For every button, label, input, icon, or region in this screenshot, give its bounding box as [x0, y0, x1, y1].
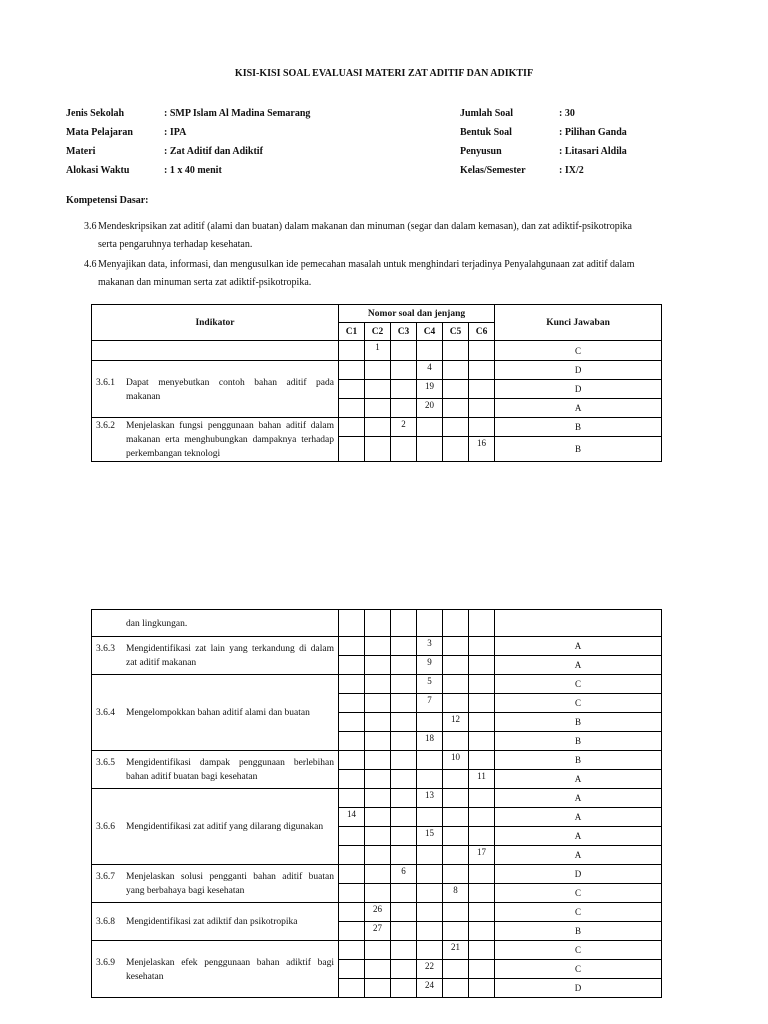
indicator-cell — [92, 341, 339, 361]
meta-value: : Pilihan Ganda — [559, 127, 627, 138]
meta-label: Mata Pelajaran — [66, 127, 133, 138]
level-cell-c3 — [391, 380, 417, 399]
level-cell-c4: 5 — [417, 675, 443, 694]
level-cell-c2 — [365, 675, 391, 694]
level-cell-c6: 17 — [469, 846, 495, 865]
level-cell-c2 — [365, 827, 391, 846]
kd-text-line: serta pengaruhnya terhadap kesehatan. — [98, 239, 253, 250]
level-cell-c5 — [443, 675, 469, 694]
level-cell-c4: 7 — [417, 694, 443, 713]
indicator-cell — [92, 903, 339, 941]
level-cell-c2: 27 — [365, 922, 391, 941]
indicator-code: 3.6.7 — [96, 872, 115, 882]
level-cell-c5: 8 — [443, 884, 469, 903]
indicator-text: Mengidentifikasi zat aditif yang dilarang digunakan — [126, 822, 324, 832]
level-cell-c1 — [339, 751, 365, 770]
level-cell-c6 — [469, 922, 495, 941]
level-cell-c1 — [339, 656, 365, 675]
indicator-code: 3.6.9 — [96, 957, 115, 968]
level-cell-c4: 24 — [417, 979, 443, 998]
meta-label: Jumlah Soal — [460, 108, 514, 119]
level-cell-c5: 21 — [443, 941, 469, 960]
level-cell-c6 — [469, 941, 495, 960]
header-nomor-soal: Nomor soal dan jenjang — [339, 305, 495, 323]
level-cell-c2 — [365, 941, 391, 960]
answer-key-cell: C — [495, 675, 662, 694]
header-level-c1: C1 — [339, 323, 365, 341]
answer-key-cell: D — [495, 380, 662, 399]
level-cell-c3 — [391, 922, 417, 941]
level-cell-c5 — [443, 789, 469, 808]
indicator-code: 3.6.2 — [96, 421, 115, 431]
level-cell-c4 — [417, 922, 443, 941]
indicator-content — [96, 706, 334, 720]
level-cell-c2 — [365, 884, 391, 903]
level-cell-c5 — [443, 903, 469, 922]
level-cell-c5 — [443, 770, 469, 789]
level-cell-c5 — [443, 637, 469, 656]
level-cell-c4 — [417, 808, 443, 827]
answer-key-cell: C — [495, 903, 662, 922]
table-row — [92, 789, 662, 808]
level-cell-c2 — [365, 713, 391, 732]
answer-key-cell: A — [495, 808, 662, 827]
header-kunci-jawaban: Kunci Jawaban — [495, 305, 662, 341]
answer-key-cell: D — [495, 979, 662, 998]
level-cell-c2 — [365, 846, 391, 865]
meta-value: : 1 x 40 menit — [164, 165, 222, 176]
indicator-text: dan lingkungan. — [126, 618, 188, 629]
level-cell-c1 — [339, 361, 365, 380]
level-cell-c6 — [469, 418, 495, 437]
answer-key-cell: B — [495, 418, 662, 437]
level-cell-c4 — [417, 341, 443, 361]
level-cell-c1 — [339, 979, 365, 998]
table-row — [92, 675, 662, 694]
level-cell-c6 — [469, 960, 495, 979]
indicator-cell — [92, 789, 339, 865]
table-row — [92, 903, 662, 922]
level-cell-c1 — [339, 960, 365, 979]
header-level-c4: C4 — [417, 323, 443, 341]
indicator-cell — [92, 865, 339, 903]
level-cell-c5 — [443, 808, 469, 827]
level-cell-c6 — [469, 637, 495, 656]
answer-key-cell: D — [495, 361, 662, 380]
level-cell-c6 — [469, 732, 495, 751]
answer-key-cell: A — [495, 789, 662, 808]
level-cell-c1 — [339, 437, 365, 462]
level-cell-c3 — [391, 713, 417, 732]
level-cell-c3 — [391, 846, 417, 865]
indicator-content — [96, 756, 334, 784]
level-cell-c3 — [391, 884, 417, 903]
level-cell-c1 — [339, 399, 365, 418]
answer-key-cell: C — [495, 941, 662, 960]
level-cell-c5 — [443, 380, 469, 399]
indicator-cell — [92, 361, 339, 418]
level-cell-c4 — [417, 884, 443, 903]
indicator-code: 3.6.5 — [96, 758, 115, 768]
answer-key-cell: C — [495, 884, 662, 903]
indicator-content — [96, 956, 334, 984]
level-cell-c4 — [417, 437, 443, 462]
level-cell-c2 — [365, 979, 391, 998]
answer-key-cell: A — [495, 637, 662, 656]
level-cell-c3 — [391, 341, 417, 361]
level-cell-c3 — [391, 675, 417, 694]
indicator-content — [96, 376, 334, 404]
indicator-content — [96, 642, 334, 670]
level-cell-c1 — [339, 789, 365, 808]
level-cell-c3 — [391, 789, 417, 808]
level-cell-c2 — [365, 637, 391, 656]
indicator-code: 3.6.6 — [96, 822, 115, 832]
level-cell-c4 — [417, 418, 443, 437]
level-cell-c5 — [443, 341, 469, 361]
level-cell-c6 — [469, 789, 495, 808]
table-row — [92, 637, 662, 656]
level-cell-c3: 2 — [391, 418, 417, 437]
indicator-code: 3.6.1 — [96, 377, 115, 388]
level-cell-c5: 12 — [443, 713, 469, 732]
level-cell-c1 — [339, 732, 365, 751]
level-cell-c5 — [443, 399, 469, 418]
kd-text-line: Menyajikan data, informasi, dan mengusulkan ide pemecahan masalah untuk menghindari terjadinya Penyalahgunaan zat aditif dalam — [98, 259, 635, 270]
kompetensi-dasar-item — [84, 256, 704, 292]
level-cell-c1 — [339, 637, 365, 656]
level-cell-c6 — [469, 827, 495, 846]
level-cell-c3 — [391, 751, 417, 770]
level-cell-c2 — [365, 789, 391, 808]
header-indikator: Indikator — [92, 305, 339, 341]
level-cell-c3 — [391, 637, 417, 656]
level-cell-c3 — [391, 808, 417, 827]
level-cell-c6 — [469, 341, 495, 361]
meta-label: Bentuk Soal — [460, 127, 512, 138]
level-cell-c6 — [469, 361, 495, 380]
answer-key-cell: A — [495, 399, 662, 418]
level-cell-c1 — [339, 884, 365, 903]
indicator-text: Mengidentifikasi dampak penggunaan berlebihan bahan aditif buatan bagi kesehatan — [126, 758, 334, 782]
level-cell-c4 — [417, 770, 443, 789]
level-cell-c6 — [469, 865, 495, 884]
indicator-text: Menjelaskan fungsi penggunaan bahan aditif dalam makanan erta menghubungkan dampaknya terhadap perkembangan teknologi — [126, 421, 334, 459]
level-cell-c4: 13 — [417, 789, 443, 808]
header-level-c3: C3 — [391, 323, 417, 341]
level-cell-c5: 10 — [443, 751, 469, 770]
level-cell-c2 — [365, 865, 391, 884]
level-cell-c3 — [391, 960, 417, 979]
answer-key-cell — [495, 610, 662, 637]
level-cell-c3 — [391, 656, 417, 675]
level-cell-c6 — [469, 903, 495, 922]
level-cell-c5 — [443, 437, 469, 462]
level-cell-c6 — [469, 751, 495, 770]
level-cell-c3 — [391, 610, 417, 637]
level-cell-c6 — [469, 399, 495, 418]
level-cell-c2 — [365, 808, 391, 827]
table-row — [92, 361, 662, 380]
indicator-content — [96, 820, 334, 834]
level-cell-c4: 22 — [417, 960, 443, 979]
level-cell-c3 — [391, 437, 417, 462]
level-cell-c5 — [443, 732, 469, 751]
level-cell-c1 — [339, 418, 365, 437]
answer-key-cell: D — [495, 865, 662, 884]
level-cell-c1 — [339, 380, 365, 399]
level-cell-c6 — [469, 808, 495, 827]
level-cell-c1 — [339, 846, 365, 865]
level-cell-c5 — [443, 827, 469, 846]
level-cell-c1 — [339, 941, 365, 960]
level-cell-c2 — [365, 610, 391, 637]
level-cell-c3 — [391, 770, 417, 789]
level-cell-c4: 18 — [417, 732, 443, 751]
level-cell-c1 — [339, 865, 365, 884]
level-cell-c1 — [339, 610, 365, 637]
kd-number: 3.6 — [84, 221, 97, 232]
table-row — [92, 865, 662, 884]
header-level-c2: C2 — [365, 323, 391, 341]
kompetensi-dasar-item — [84, 218, 704, 254]
level-cell-c1 — [339, 922, 365, 941]
meta-label: Jenis Sekolah — [66, 108, 125, 119]
level-cell-c6 — [469, 656, 495, 675]
answer-key-cell: A — [495, 846, 662, 865]
meta-label: Penyusun — [460, 146, 502, 157]
level-cell-c2 — [365, 656, 391, 675]
level-cell-c4: 19 — [417, 380, 443, 399]
kd-number: 4.6 — [84, 259, 97, 270]
level-cell-c4 — [417, 941, 443, 960]
answer-key-cell: A — [495, 770, 662, 789]
level-cell-c1 — [339, 903, 365, 922]
level-cell-c6 — [469, 610, 495, 637]
level-cell-c1 — [339, 694, 365, 713]
table-row — [92, 610, 662, 637]
answer-key-cell: C — [495, 694, 662, 713]
level-cell-c1 — [339, 341, 365, 361]
meta-value: : Zat Aditif dan Adiktif — [164, 146, 263, 157]
level-cell-c2 — [365, 732, 391, 751]
meta-value: : IPA — [164, 127, 187, 138]
level-cell-c5 — [443, 960, 469, 979]
level-cell-c2 — [365, 751, 391, 770]
level-cell-c3 — [391, 732, 417, 751]
level-cell-c1 — [339, 713, 365, 732]
indicator-text: Mengelompokkan bahan aditif alami dan buatan — [126, 708, 310, 718]
level-cell-c1 — [339, 770, 365, 789]
kd-text-line: makanan dan minuman serta zat adiktif-psikotropika. — [98, 277, 312, 288]
meta-label: Kelas/Semester — [460, 165, 526, 176]
meta-value: : Litasari Aldila — [559, 146, 627, 157]
indicator-text: Menjelaskan efek penggunaan bahan adiktif bagi kesehatan — [126, 957, 334, 982]
level-cell-c2: 26 — [365, 903, 391, 922]
indicator-content — [96, 617, 334, 631]
level-cell-c5 — [443, 656, 469, 675]
indicator-cell — [92, 637, 339, 675]
answer-key-cell: C — [495, 960, 662, 979]
answer-key-cell: B — [495, 922, 662, 941]
meta-value: : 30 — [559, 108, 575, 119]
level-cell-c3 — [391, 827, 417, 846]
answer-key-cell: B — [495, 732, 662, 751]
indicator-table-page-2 — [91, 609, 662, 998]
answer-key-cell: B — [495, 437, 662, 462]
level-cell-c5 — [443, 361, 469, 380]
indicator-text: Mengidentifikasi zat adiktif dan psikotropika — [126, 917, 298, 927]
answer-key-cell: C — [495, 341, 662, 361]
level-cell-c2: 1 — [365, 341, 391, 361]
level-cell-c4 — [417, 865, 443, 884]
table-row — [92, 341, 662, 361]
indicator-text: Dapat menyebutkan contoh bahan aditif pada makanan — [126, 377, 334, 402]
level-cell-c2 — [365, 437, 391, 462]
header-level-c6: C6 — [469, 323, 495, 341]
level-cell-c5 — [443, 979, 469, 998]
level-cell-c5 — [443, 610, 469, 637]
level-cell-c5 — [443, 865, 469, 884]
answer-key-cell: B — [495, 713, 662, 732]
level-cell-c6: 11 — [469, 770, 495, 789]
indicator-code: 3.6.3 — [96, 644, 115, 654]
table-row — [92, 418, 662, 437]
level-cell-c6: 16 — [469, 437, 495, 462]
level-cell-c1 — [339, 675, 365, 694]
level-cell-c4 — [417, 610, 443, 637]
level-cell-c6 — [469, 694, 495, 713]
level-cell-c6 — [469, 979, 495, 998]
meta-label: Alokasi Waktu — [66, 165, 130, 176]
level-cell-c3 — [391, 694, 417, 713]
indicator-code: 3.6.8 — [96, 917, 115, 927]
level-cell-c1: 14 — [339, 808, 365, 827]
level-cell-c6 — [469, 713, 495, 732]
indicator-content — [96, 419, 334, 461]
level-cell-c4: 9 — [417, 656, 443, 675]
level-cell-c5 — [443, 922, 469, 941]
level-cell-c4: 4 — [417, 361, 443, 380]
indicator-table-page-1 — [91, 304, 662, 462]
indicator-cell — [92, 751, 339, 789]
level-cell-c2 — [365, 960, 391, 979]
level-cell-c1 — [339, 827, 365, 846]
indicator-code: 3.6.4 — [96, 708, 115, 718]
level-cell-c4: 15 — [417, 827, 443, 846]
indicator-cell — [92, 610, 339, 637]
answer-key-cell: B — [495, 751, 662, 770]
table-row — [92, 941, 662, 960]
level-cell-c4: 3 — [417, 637, 443, 656]
meta-value: : SMP Islam Al Madina Semarang — [164, 108, 311, 119]
level-cell-c4: 20 — [417, 399, 443, 418]
answer-key-cell: A — [495, 827, 662, 846]
level-cell-c4 — [417, 846, 443, 865]
level-cell-c3 — [391, 361, 417, 380]
level-cell-c4 — [417, 903, 443, 922]
level-cell-c2 — [365, 694, 391, 713]
kd-text-line: Mendeskripsikan zat aditif (alami dan buatan) dalam makanan dan minuman (segar dan dalam kemasan), dan zat adiktif-psikotropika — [98, 221, 632, 232]
document-title: KISI-KISI SOAL EVALUASI MATERI ZAT ADITIF DAN ADIKTIF — [234, 68, 534, 79]
level-cell-c3 — [391, 941, 417, 960]
indicator-cell — [92, 418, 339, 462]
answer-key-cell: A — [495, 656, 662, 675]
indicator-content — [96, 915, 334, 929]
level-cell-c5 — [443, 418, 469, 437]
level-cell-c2 — [365, 380, 391, 399]
level-cell-c3 — [391, 399, 417, 418]
level-cell-c2 — [365, 418, 391, 437]
level-cell-c2 — [365, 770, 391, 789]
table-row — [92, 751, 662, 770]
level-cell-c4 — [417, 751, 443, 770]
indicator-cell — [92, 941, 339, 998]
level-cell-c5 — [443, 846, 469, 865]
meta-value: : IX/2 — [559, 165, 584, 176]
level-cell-c6 — [469, 380, 495, 399]
level-cell-c6 — [469, 675, 495, 694]
level-cell-c3 — [391, 979, 417, 998]
meta-label: Materi — [66, 146, 96, 157]
level-cell-c3: 6 — [391, 865, 417, 884]
level-cell-c5 — [443, 694, 469, 713]
kompetensi-dasar-heading: Kompetensi Dasar: — [66, 195, 149, 206]
header-level-c5: C5 — [443, 323, 469, 341]
level-cell-c6 — [469, 884, 495, 903]
indicator-content — [96, 870, 334, 898]
level-cell-c4 — [417, 713, 443, 732]
level-cell-c2 — [365, 399, 391, 418]
level-cell-c2 — [365, 361, 391, 380]
indicator-text: Menjelaskan solusi pengganti bahan aditif buatan yang berbahaya bagi kesehatan — [126, 872, 334, 896]
level-cell-c3 — [391, 903, 417, 922]
indicator-cell — [92, 675, 339, 751]
indicator-text: Mengidentifikasi zat lain yang terkandung di dalam zat aditif makanan — [126, 644, 334, 668]
